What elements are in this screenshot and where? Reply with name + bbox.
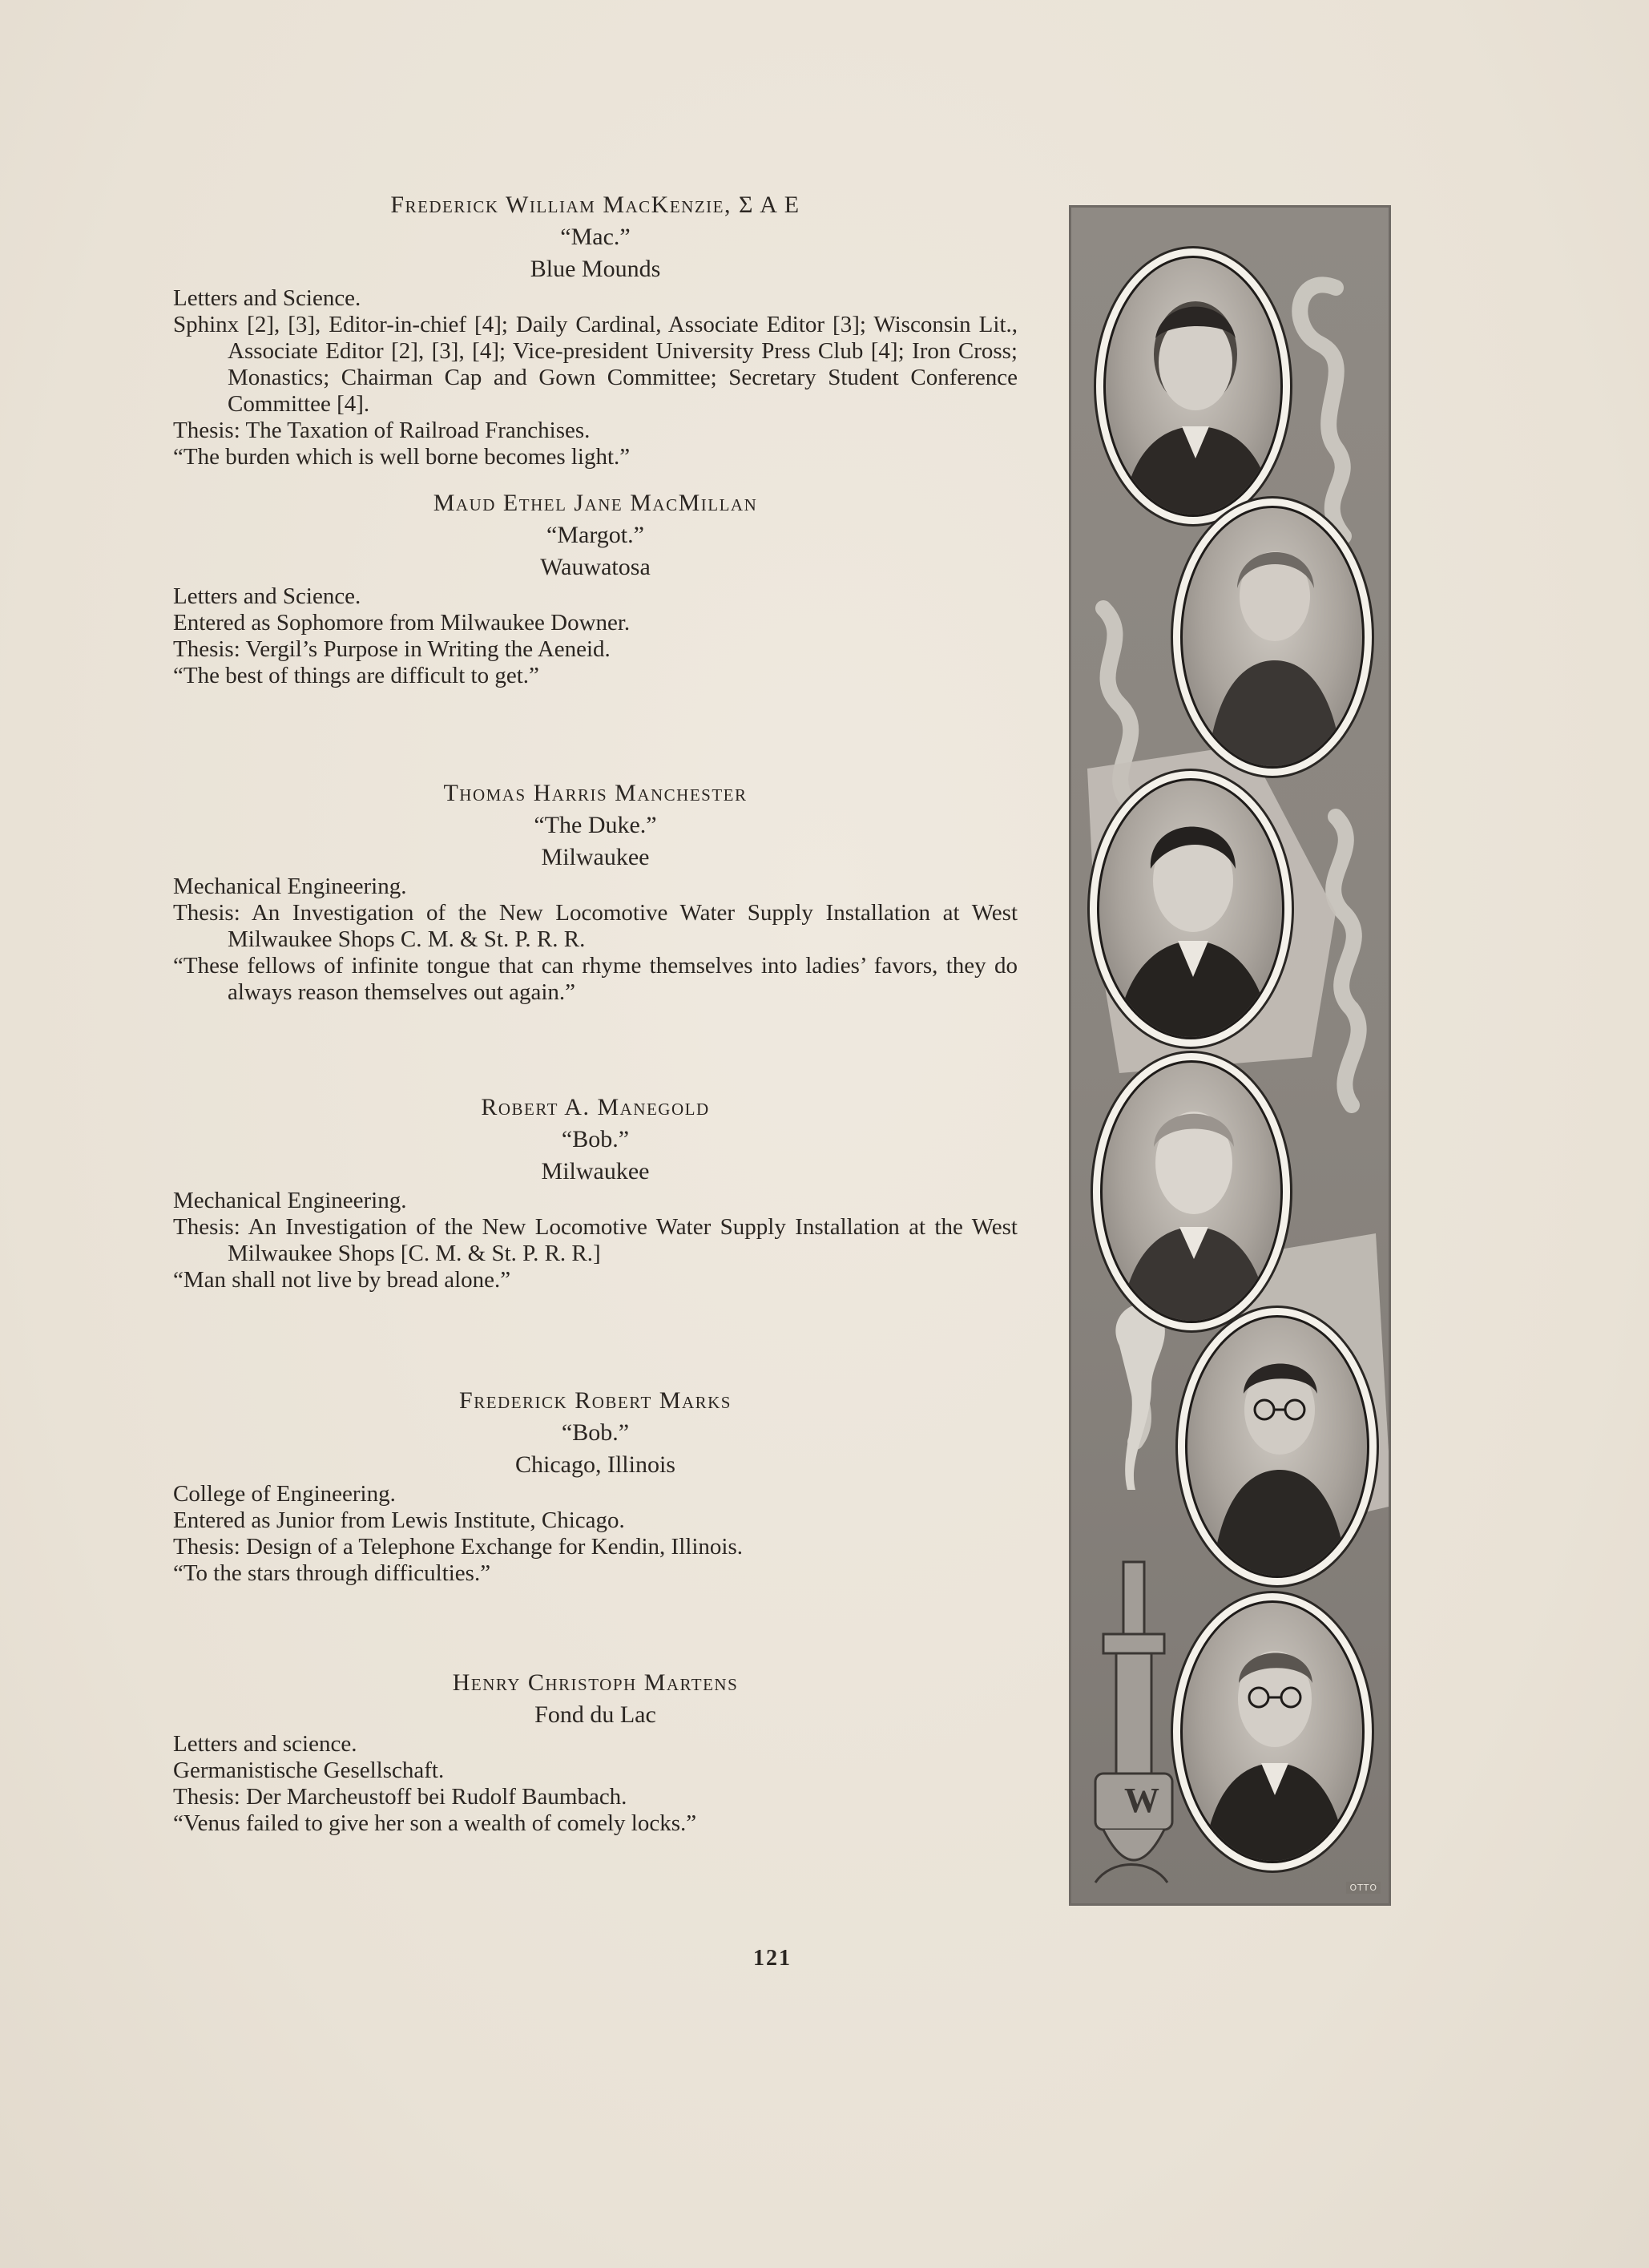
entry-quote: “Venus failed to give her son a wealth of comely locks.”	[173, 1810, 697, 1836]
entry-mackenzie	[173, 189, 1018, 487]
portrait-photo-manchester	[1087, 769, 1294, 1049]
artist-signature: OTTO	[1346, 1882, 1381, 1894]
entry-line: Sphinx [2], [3], Editor-in-chief [4]; Daily Cardinal, Associate Editor [3]; Wisconsin Lit., Associate Editor [2], [3], [4]; Vice-president University Press Club [4]; Iron Cross; Monastics; Chairman Cap and Gown Committee; Secretary Student Conference Committee [4].	[173, 312, 1018, 417]
portrait-photo-macmillan	[1171, 496, 1374, 778]
entry-line: Germanistische Gesellschaft.	[173, 1757, 445, 1783]
student-hometown: Fond du Lac	[534, 1701, 656, 1728]
page-number: 121	[753, 1946, 792, 1971]
entry-line: Letters and science.	[173, 1731, 357, 1757]
portrait-photo-mackenzie	[1094, 246, 1292, 527]
entry-line: Mechanical Engineering.	[173, 874, 407, 899]
entry-line: Thesis: Vergil’s Purpose in Writing the Aeneid.	[173, 636, 611, 662]
portrait-column	[1069, 205, 1391, 1906]
entry-quote: “To the stars through difficulties.”	[173, 1560, 491, 1586]
entry-line: Thesis: Design of a Telephone Exchange for Kendin, Illinois.	[173, 1534, 743, 1560]
portrait-photo-martens	[1171, 1591, 1374, 1873]
student-nickname: “Bob.”	[561, 1419, 630, 1446]
student-name: Henry Christoph Martens	[452, 1669, 739, 1696]
entry-line: Mechanical Engineering.	[173, 1188, 407, 1213]
student-hometown: Wauwatosa	[540, 554, 651, 580]
student-nickname: “The Duke.”	[534, 812, 657, 838]
student-name: Frederick Robert Marks	[459, 1387, 732, 1414]
entry-line: Thesis: Der Marcheustoff bei Rudolf Baumbach.	[173, 1784, 627, 1810]
entry-martens	[173, 1667, 1018, 1837]
student-name: Maud Ethel Jane MacMillan	[433, 490, 758, 516]
portrait-photo-marks	[1175, 1306, 1379, 1588]
entry-line: Thesis: The Taxation of Railroad Franchises.	[173, 418, 591, 443]
entry-line: College of Engineering.	[173, 1481, 396, 1507]
student-name: Frederick William MacKenzie, Σ Α Ε	[390, 192, 800, 218]
entry-line: Entered as Sophomore from Milwaukee Downer.	[173, 610, 631, 636]
entry-quote: “Man shall not live by bread alone.”	[173, 1267, 511, 1293]
entry-quote: “These fellows of infinite tongue that can rhyme themselves into ladies’ favors, they do always reason themselves out again.”	[173, 953, 1018, 1005]
entry-macmillan	[173, 487, 1018, 777]
entry-line: Letters and Science.	[173, 583, 361, 609]
entry-line: Thesis: An Investigation of the New Locomotive Water Supply Installation at West Milwaukee Shops C. M. & St. P. R. R.	[173, 900, 1018, 952]
student-nickname: “Mac.”	[560, 224, 631, 250]
entry-manchester	[173, 777, 1018, 1092]
portrait-photo-manegold	[1091, 1051, 1292, 1333]
student-name: Robert A. Manegold	[481, 1094, 710, 1120]
svg-text:W: W	[1124, 1781, 1159, 1820]
student-name: Thomas Harris Manchester	[443, 780, 748, 806]
student-nickname: “Bob.”	[561, 1126, 630, 1152]
entry-line: Letters and Science.	[173, 285, 361, 311]
student-nickname: “Margot.”	[546, 522, 644, 548]
entry-line: Thesis: An Investigation of the New Locomotive Water Supply Installation at the West Milwaukee Shops [C. M. & St. P. R. R.]	[173, 1214, 1018, 1266]
student-hometown: Milwaukee	[541, 1158, 650, 1184]
student-hometown: Milwaukee	[541, 844, 650, 870]
entry-marks	[173, 1385, 1018, 1667]
entry-quote: “The burden which is well borne becomes light.”	[173, 444, 631, 470]
senior-entries	[173, 189, 1018, 1837]
student-hometown: Chicago, Illinois	[515, 1451, 675, 1478]
student-hometown: Blue Mounds	[530, 256, 661, 282]
entry-manegold	[173, 1092, 1018, 1385]
entry-line: Entered as Junior from Lewis Institute, Chicago.	[173, 1507, 625, 1533]
entry-quote: “The best of things are difficult to get.”	[173, 663, 539, 688]
